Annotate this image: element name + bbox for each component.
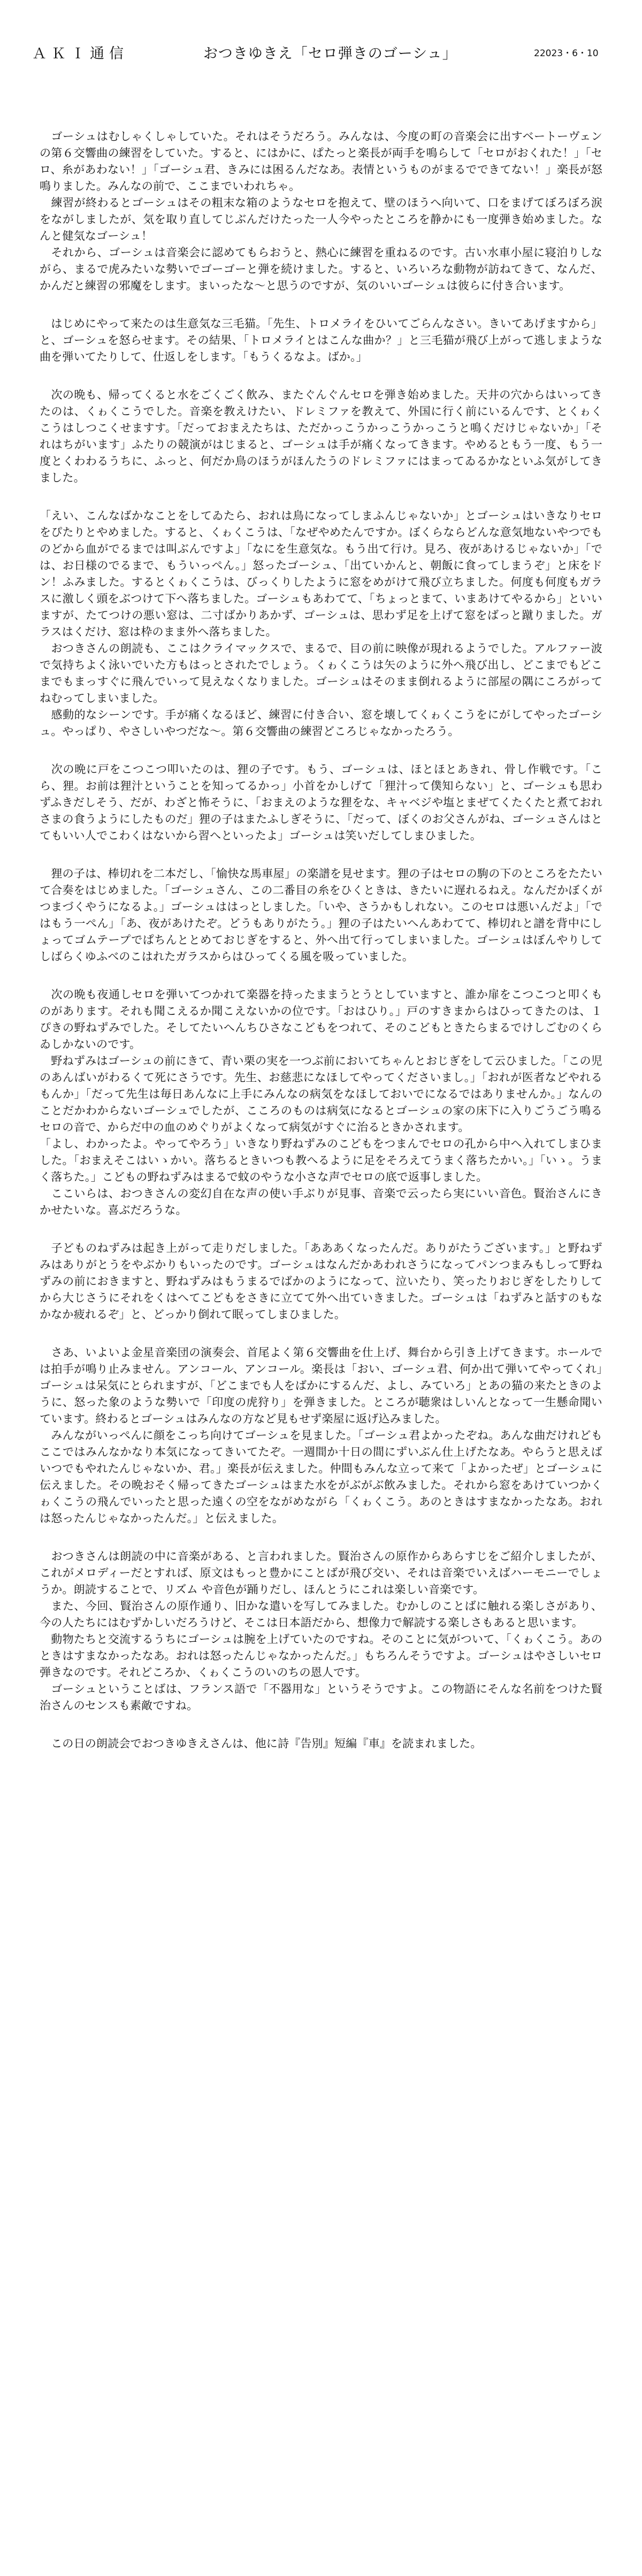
paragraph-6: 狸の子は、棒切れを二本だし、「愉快な馬車屋」の楽譜を見せます。狸の子はセロの駒の下のところをたたいて合奏をはじめました。「ゴーシュさん、この二番目の糸をひくときは、きたいに遅れるねえ。なんだかぼくがつまづくやうになるよ。」ゴーシュははっとしました。「いや、さうかもしれない。このセロは悪いんだよ」「ではもう一ぺん」「あ、夜があけたぞ。どうもありがたう。」狸の子はたいへんあわてて、棒切れと譜を背中にしょってゴムテープでぱちんととめておじぎをすると、外へ出て行ってしまいました。ゴーシュはぼんやりしてしばらくゆふべのこはれたガラスからはひってくる風を吸っていました。 bbox=[40, 867, 602, 963]
paragraph-9: さあ、いよいよ金星音楽団の演奏会、首尾よく第６交響曲を仕上げ、舞台から引き上げてきます。ホールでは拍手が鳴り止みません。アンコール、アンコール。楽長は「おい、ゴーシュ君、何か出て弾いてやってくれ」ゴーシュは呆気にとられますが、「どこまでも人をばかにするんだ、よし、みていろ」とあの猫の来たときのように、怒った象のような勢いで「印度の虎狩り」を弾きました。ところが聴衆はしいんとなって一生懸命聞いています。終わるとゴーシュはみんなの方など見もせず楽屋に返げ込みました。 みんながいっぺんに顔をこっち向けてゴーシュを見ました。「ゴーシュ君よかったぞね。あんな曲だけれどもここではみんなかなり本気になってきいてたぞ。一週間か十日の間にずいぶん仕上げたなあ。やらうと思えばいつでもやれたんじゃないか、君。」楽長が伝えました。仲間もみんな立って来て「よかったぜ」とゴーシュに伝えました。その晩おそく帰ってきたゴーシュはまた水をがぶがぶ飲みました。それから窓をあけていつかくゎくこうの飛んでいったと思った遠くの空をながめながら「くゎくこう。あのときはすまなかったなあ。おれは怒ったんじゃなかったんだ。」と伝えました。 bbox=[40, 1346, 602, 1525]
paragraph-2: はじめにやって来たのは生意気な三毛猫。「先生、トロメライをひいてごらんなさい。きいてあげますから」と、ゴーシュを怒らせます。その結果、「トロメライとはこんな曲か？」と三毛猫が飛び上がって逃しまような曲を弾いてたりして、仕返しをします。「もうくるなよ。ばか。」 bbox=[40, 317, 602, 363]
article-date: 22023・6・10 bbox=[534, 48, 599, 59]
paragraph-4: 「えい、こんなばかなことをしてゐたら、おれは鳥になってしまふんじゃないか」とゴーシュはいきなりセロをぴたりとやめました。すると、くゎくこうは、「なぜやめたんですか。ぼくらならどんな意気地ないやつでものどから血がでるまでは叫ぶんですよ」「なにを生意気な。もう出て行け。見ろ、夜があけるじゃないか」「では、お日様のでるまで、もういっぺん。」怒ったゴーシュ、「出ていかんと、朝飯に食ってしまうぞ」と床をドン！ふみました。するとくゎくこうは、びっくりしたように窓をめがけて飛び立ちました。何度も何度もガラスに激しく頭をぶつけて下へ落ちました。ゴーシュもあわてて、「ちょっとまて、いまあけてやるから」といいますが、たてつけの悪い窓は、二寸ばかりあかず、ゴーシュは、思わず足を上げて窓をばっと蹴りました。ガラスはくだけ、窓は枠のまま外へ落ちました。 おつきさんの朗読も、ここはクライマックスで、まるで、目の前に映像が現れるようでした。アルファー波で気持ちよく泳いでいた方もはっとされたでしょう。くゎくこうは矢のように外へ飛び出し、どこまでもどこまでもまっすぐに飛んでいって見えなくなりました。ゴーシュはそのまま倒れるように部屋の隅にころがってねむってしまいました。 感動的なシーンです。手が痛くなるほど、練習に付き合い、窓を壊してくゎくこうをにがしてやったゴーシュ。やっぱり、やさしいやつだな～。第６交響曲の練習どころじゃなかったろう。 bbox=[40, 509, 602, 738]
paragraph-7: 次の晩も夜通しセロを弾いてつかれて楽器を持ったままうとうとしていますと、誰か扉をこつこつと叩くものがあります。それも聞こえるか聞こえないかの位です。「おはひり。」戸のすきまからはひってきたのは、１ぴきの野ねずみでした。そしてたいへんちひさなこどもをつれて、そのこどもときたらまるでけしごむのくらゐしかないのです。 野ねずみはゴーシュの前にきて、青い栗の実を一つぶ前においてちゃんとおじぎをして云ひました。「この児のあんばいがわるくて死にさうです。先生、お慈悲になほしてやってくださいまし。」「おれが医者などやれるもんか」「だって先生は毎日あんなに上手にみんなの病気をなほしておいでになるではありませんか。」なんのことだかわからないゴーシュでしたが、こころのものは病気になるとゴーシュの家の床下に入りごうごう鳴るセロの音で、からだ中の血のめぐりがよくなって病気がすぐに治るときかされます。 「よし、わかったよ。やってやろう」いきなり野ねずみのこどもをつまんでセロの孔から中へ入れてしまひました。「おまえそこはいゝかい。落ちるときいつも教へるように足をそろえてうまく落ちたかい。」「いゝ。うまく落ちた。」こどもの野ねずみはまるで蚊のやうな小さな声でセロの底で返事しました。 ここいらは、おつきさんの変幻自在な声の使い手ぶりが見事、音楽で云ったら実にいい音色。賢治さんにきかせたいな。喜ぶだろうな。 bbox=[40, 988, 602, 1217]
newsletter-name: ＡＫＩ通信 bbox=[32, 45, 128, 62]
paragraph-8: 子どものねずみは起き上がって走りだしました。「あああくなったんだ。ありがたうございます。」と野ねずみはありがとうをやぶかりもいったのです。ゴーシュはなんだかあわれさうになってパンつまみもしって野ねずみの前におきますと、野ねずみはもうまるでばかのようになって、泣いたり、笑ったりおじぎをしたりしてから大じさうにそれをくはへてこどもをさきに立てて外へ出ていきました。ゴーシュは「ねずみと話すのもなかなか疲れるぞ」と、どっかり倒れて眠ってしまひました。 bbox=[40, 1242, 602, 1321]
paragraph-3: 次の晩も、帰ってくると水をごくごく飲み、またぐんぐんセロを弾き始めました。天井の穴からはいってきたのは、くゎくこうでした。音楽を教えけたい、ドレミファを教えて、外国に行く前にいるんです、とくゎくこうはしつこくせますす。「だっておまえたちは、ただかっこうかっこうかっこうと鳴くだけじゃないか」「それはちがいます」ふたりの競演がはじまると、ゴーシュは手が痛くなってきます。やめるともう一度、もう一度とくわわるうちに、ふっと、何だか鳥のほうがほんたうのドレミファにはまってゐるかなといふ気がしてきました。 bbox=[40, 388, 602, 484]
article-body bbox=[40, 128, 602, 1774]
paragraph-1: ゴーシュはむしゃくしゃしていた。それはそうだろう。みんなは、今度の町の音楽会に出すベートーヴェンの第６交響曲の練習をしていた。すると、にはかに、ぱたっと楽長が両手を鳴らして「セロがおくれた！」「セロ、糸があわない！」「ゴーシュ君、きみには困るんだなあ。表情というものがまるでできてない！」楽長が怒鳴りました。みんなの前で、ここまでいわれちゃ。 練習が終わるとゴーシュはその粗末な箱のようなセロを抱えて、壁のほうへ向いて、口をまげてぼろぼろ涙をながしましたが、気を取り直してじぶんだけたった一人今やったところを静かにも一度弾き始めました。なんと健気なゴーシュ！ それから、ゴーシュは音楽会に認めてもらおうと、熱心に練習を重ねるのです。古い水車小屋に寝泊りしながら、まるで虎みたいな勢いでゴーゴーと弾を続けました。すると、いろいろな動物が訪ねてきて、なんだ、かんだと練習の邪魔をします。まいったな～と思うのですが、気のいいゴーシュは彼らに付き合います。 bbox=[40, 130, 602, 292]
paragraph-11: この日の朗読会でおつきゆきえさんは、他に詩『告別』短編『車』を読まれました。 bbox=[40, 1737, 482, 1750]
paragraph-5: 次の晩に戸をこつこつ叩いたのは、狸の子です。もう、ゴーシュは、ほとほとあきれ、骨し作戦です。「こら、狸。お前は狸汁ということを知ってるかっ」小首をかしげて「狸汁って僕知らない」と、ゴーシュも思わずふきだしそう、だが、わざと怖そうに、「おまえのような狸をな、キャベジや塩とまぜてくたくたと煮ておれさまの食うようにしたものだ」狸の子はまたふしぎそうに、「だって、ぼくのお父さんがね、ゴーシュさんはとてもいい人でこわくはないから習へといったよ」ゴーシュは笑いだしてしまひました。 bbox=[40, 763, 602, 842]
article-title: おつきゆきえ「セロ弾きのゴーシュ」 bbox=[203, 45, 457, 62]
newsletter-header bbox=[32, 42, 615, 63]
paragraph-10: おつきさんは朗読の中に音楽がある、と言われました。賢治さんの原作からあらすじをご紹介しましたが、これがメロディーだとすれば、原文はもっと豊かにことばが飛び交い、それは音楽でいえばハーモニーでしょうか。朗読することで、リズム や音色が踊りだし、ほんとうにこれは楽しい音楽です。 また、今回、賢治さんの原作通り、旧かな遣いを写してみました。むかしのことばに触れる楽しさがあり、今の人たちにはむずかしいだろうけど、そこは日本語だから、想像力で解読する楽しさもあると思います。 動物たちと交流するうちにゴーシュは腕を上げていたのですね。そのことに気がついて、「くゎくこう。あのときはすまなかったなあ。おれは怒ったんじゃなかったんだ。」もちろんそうですよ。ゴーシュはやさしいセロ弾きなのです。それどころか、くゎくこうのいのちの恩人です。 ゴーシュということばは、フランス語で「不器用な」というそうですよ。この物語にそんな名前をつけた賢治さんのセンスも素敵ですね。 bbox=[40, 1550, 602, 1712]
